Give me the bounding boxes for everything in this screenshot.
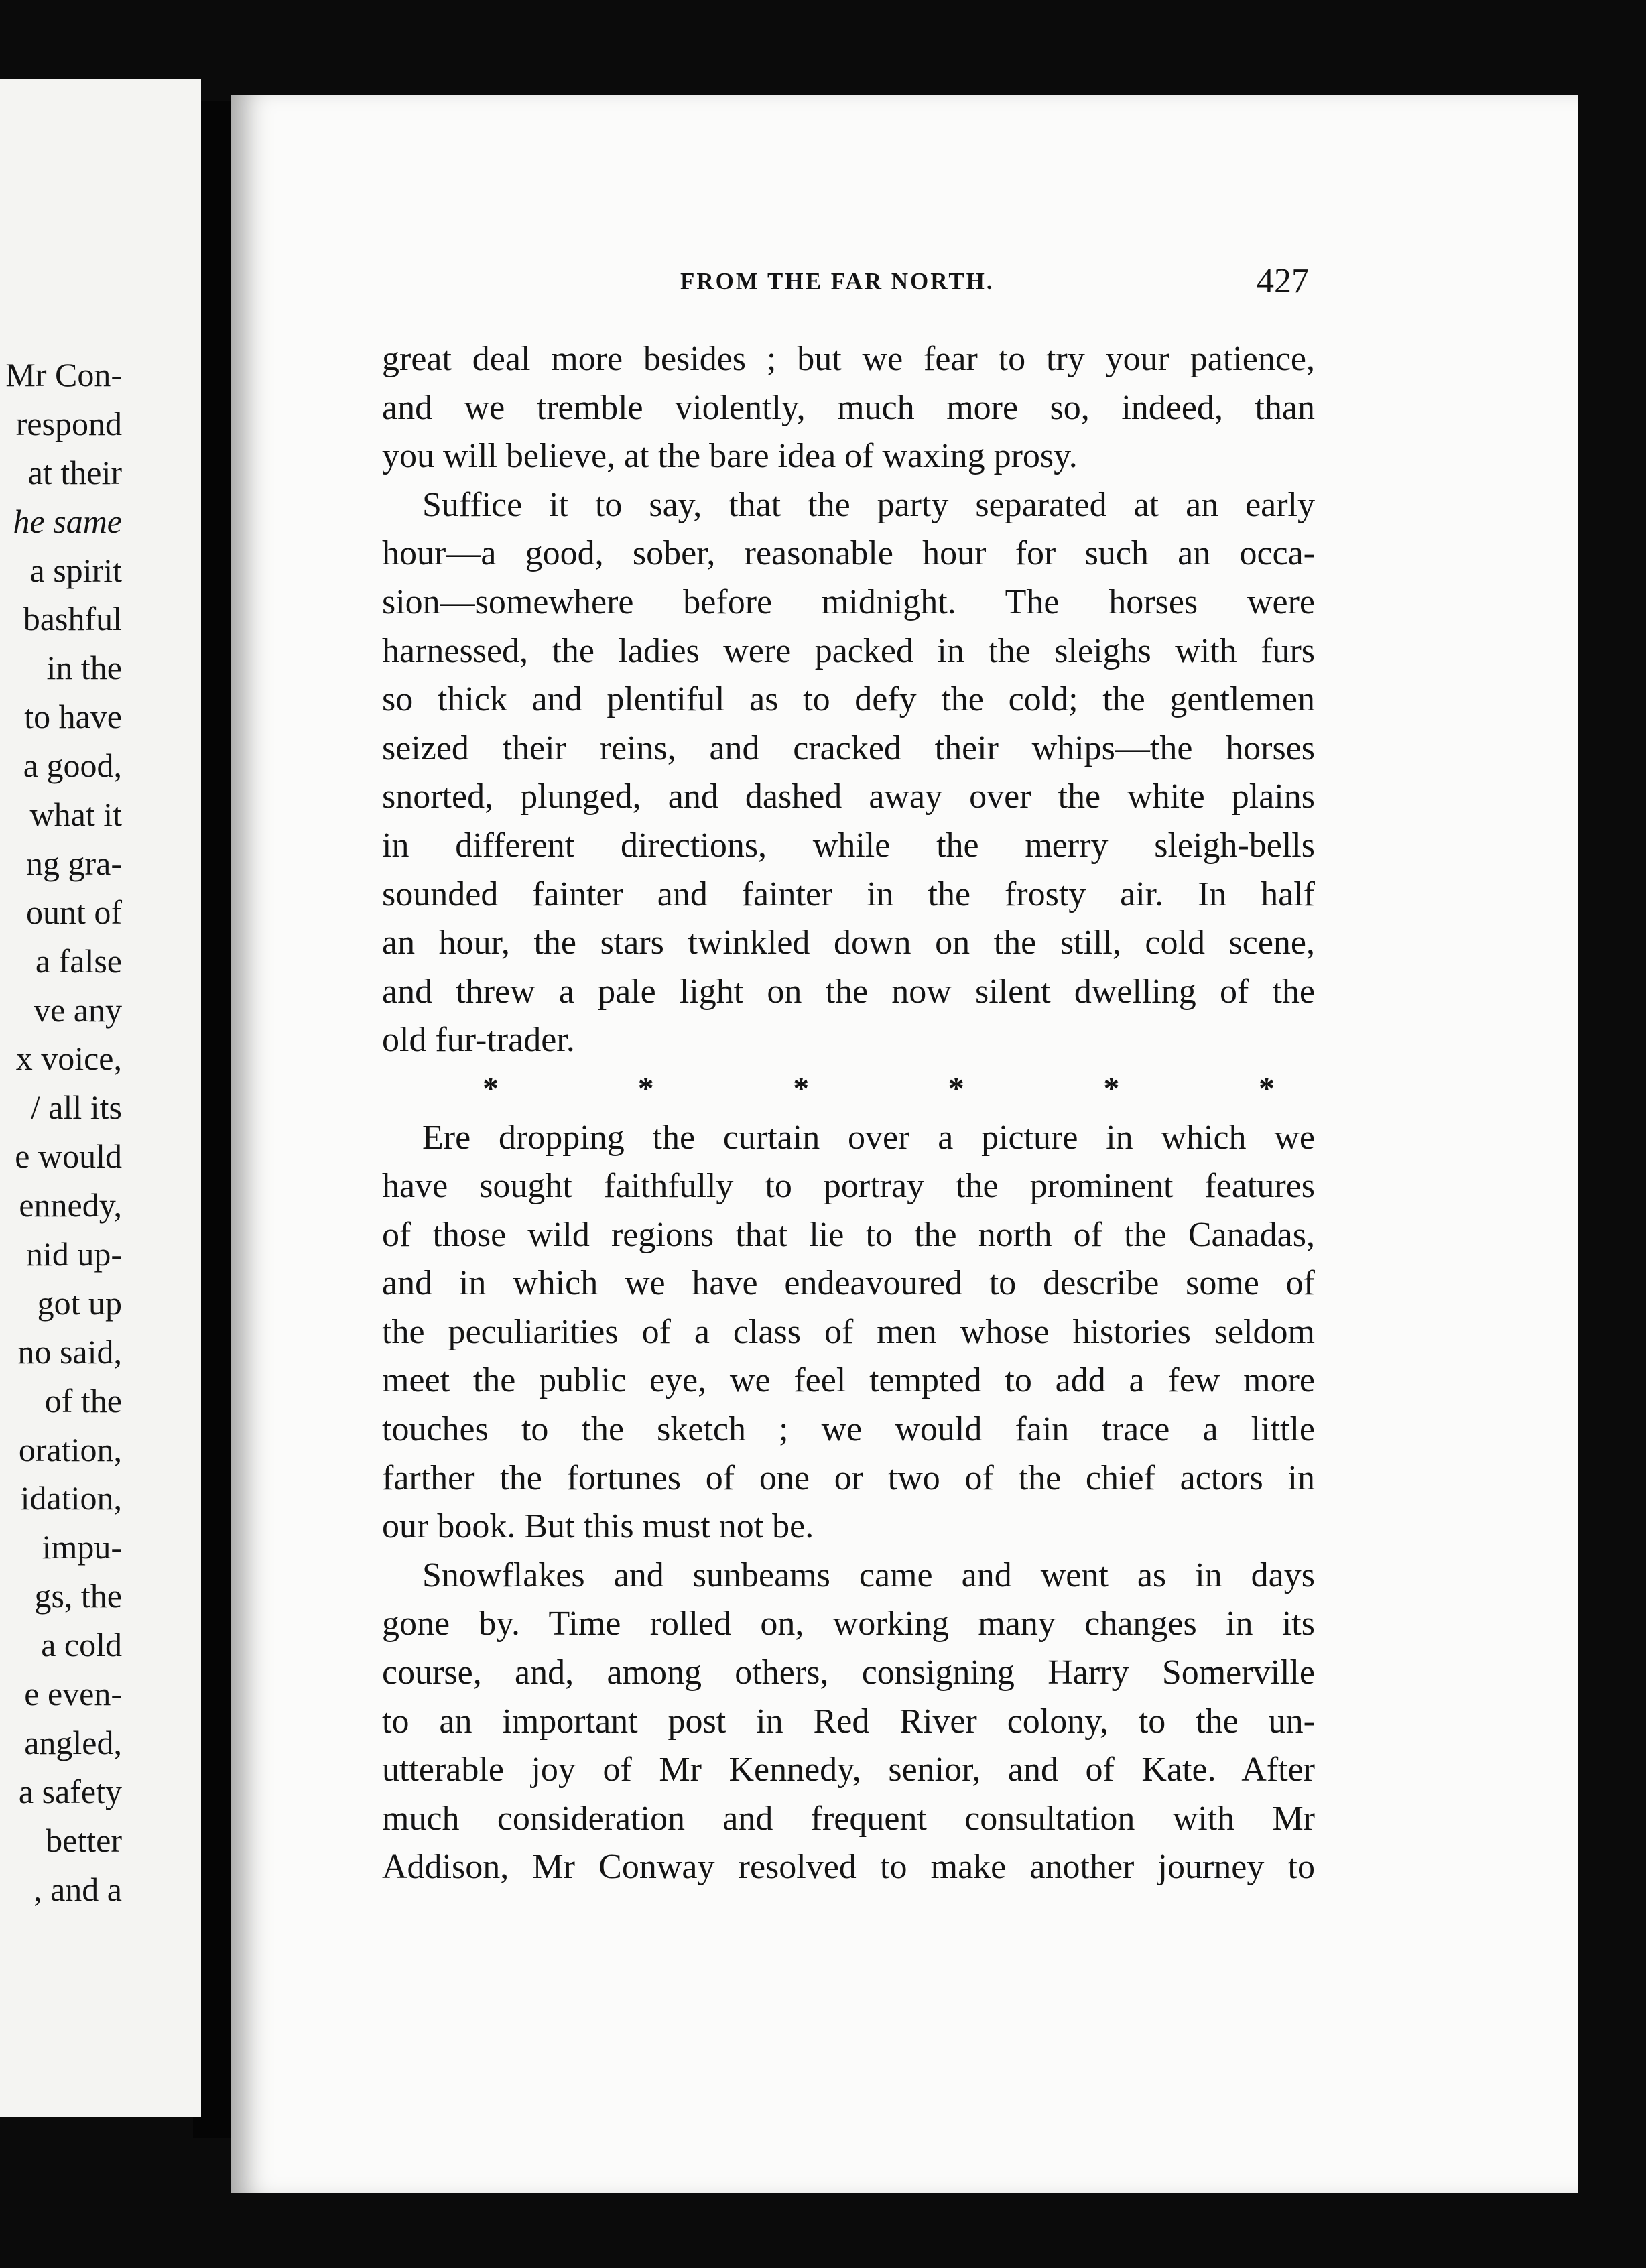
left-line: x voice, (15, 1040, 122, 1078)
left-line: Mr Con- (5, 356, 122, 393)
left-line: e would (15, 1137, 122, 1176)
text-line: our book. But this must not be. (382, 1507, 814, 1546)
left-line: a good, (23, 747, 122, 785)
text-line: Snowflakes and sunbeams came and went as in days (422, 1556, 1315, 1594)
left-line-italic: he same (13, 502, 122, 540)
running-head: FROM THE FAR NORTH. (680, 268, 995, 294)
left-line: oration, (18, 1430, 122, 1468)
text-line: harnessed, the ladies were packed in the sleighs with furs (382, 631, 1315, 670)
text-line: hour—a good, sober, reasonable hour for such an occa- (382, 534, 1315, 573)
text-line: an hour, the stars twinkled down on the still, cold scene, (382, 924, 1315, 962)
left-line: to have (24, 698, 122, 736)
left-page (0, 79, 201, 2117)
text-line: you will believe, at the bare idea of waxing prosy. (382, 437, 1078, 476)
left-line: idation, (20, 1479, 122, 1517)
text-line: snorted, plunged, and dashed away over the white plains (382, 777, 1315, 816)
left-line: ount of (25, 893, 122, 931)
text-line: and threw a pale light on the now silent dwelling of the (382, 972, 1315, 1011)
page-number: 427 (1257, 262, 1309, 300)
left-line: a safety (18, 1772, 122, 1810)
left-line: nid up- (25, 1235, 122, 1273)
left-line: gs, the (34, 1577, 122, 1615)
text-line: and we tremble violently, much more so, indeed, than (382, 388, 1315, 427)
left-line: of the (44, 1381, 122, 1420)
text-line: old fur-trader. (382, 1021, 575, 1060)
text-line: Ere dropping the curtain over a picture in which we (422, 1118, 1315, 1157)
left-line: angled, (24, 1723, 122, 1761)
asterisk: * (483, 1070, 499, 1107)
asterisk: * (637, 1070, 654, 1107)
text-line: gone by. Time rolled on, working many changes in its (382, 1604, 1315, 1643)
text-line: and in which we have endeavoured to describe some of (382, 1264, 1315, 1303)
text-line: sion—somewhere before midnight. The horses were (382, 582, 1315, 621)
text-line: to an important post in Red River colony, to the un- (382, 1702, 1315, 1741)
text-line: utterable joy of Mr Kennedy, senior, and of Kate. After (382, 1751, 1315, 1789)
left-line: better (46, 1821, 122, 1859)
left-line: / all its (30, 1088, 122, 1127)
left-line: at their (27, 453, 122, 491)
text-line: touches to the sketch ; we would fain trace a little (382, 1410, 1315, 1449)
asterisk: * (948, 1070, 964, 1107)
left-line: ennedy, (19, 1186, 122, 1224)
left-line: impu- (42, 1528, 122, 1566)
left-line: , and a (34, 1870, 122, 1908)
text-line: farther the fortunes of one or two of the chief actors in (382, 1458, 1315, 1497)
left-line: ng gra- (26, 844, 122, 882)
asterisk: * (1103, 1070, 1120, 1107)
asterisk: * (793, 1070, 810, 1107)
left-line (0, 497, 122, 546)
text-line: so thick and plentiful as to defy the cold; the gentlemen (382, 680, 1315, 719)
text-line: have sought faithfully to portray the prominent features (382, 1167, 1315, 1206)
text-line: in different directions, while the merry sleigh-bells (382, 826, 1315, 865)
left-line: e even- (24, 1675, 122, 1713)
left-line: bashful (23, 600, 122, 638)
text-line: seized their reins, and cracked their whips—the horses (382, 729, 1315, 767)
left-line: a false (35, 942, 122, 980)
left-line: respond (15, 404, 122, 442)
page-text (382, 335, 1315, 1892)
left-page-text (0, 351, 122, 1914)
text-line: much consideration and frequent consultation with Mr (382, 1799, 1315, 1838)
section-break (382, 1065, 1315, 1114)
text-line: the peculiarities of a class of men whose histories seldom (382, 1312, 1315, 1351)
left-line: in the (46, 649, 122, 687)
text-line: Suffice it to say, that the party separated at an early (422, 485, 1315, 524)
text-line: course, and, among others, consigning Harry Somerville (382, 1653, 1315, 1692)
text-line: meet the public eye, we feel tempted to add a few more (382, 1361, 1315, 1400)
asterisk: * (1258, 1070, 1275, 1107)
left-line: no said, (17, 1332, 122, 1371)
left-line: what it (29, 796, 122, 834)
left-line: ve any (34, 991, 122, 1029)
left-line: a cold (41, 1626, 122, 1664)
text-line: Addison, Mr Conway resolved to make another journey to (382, 1848, 1315, 1887)
text-line: great deal more besides ; but we fear to try your patience, (382, 340, 1315, 378)
left-line: a spirit (29, 551, 122, 589)
text-line: sounded fainter and fainter in the frosty air. In half (382, 875, 1315, 914)
text-line: of those wild regions that lie to the north of the Canadas, (382, 1215, 1315, 1254)
left-line: got up (37, 1283, 122, 1322)
